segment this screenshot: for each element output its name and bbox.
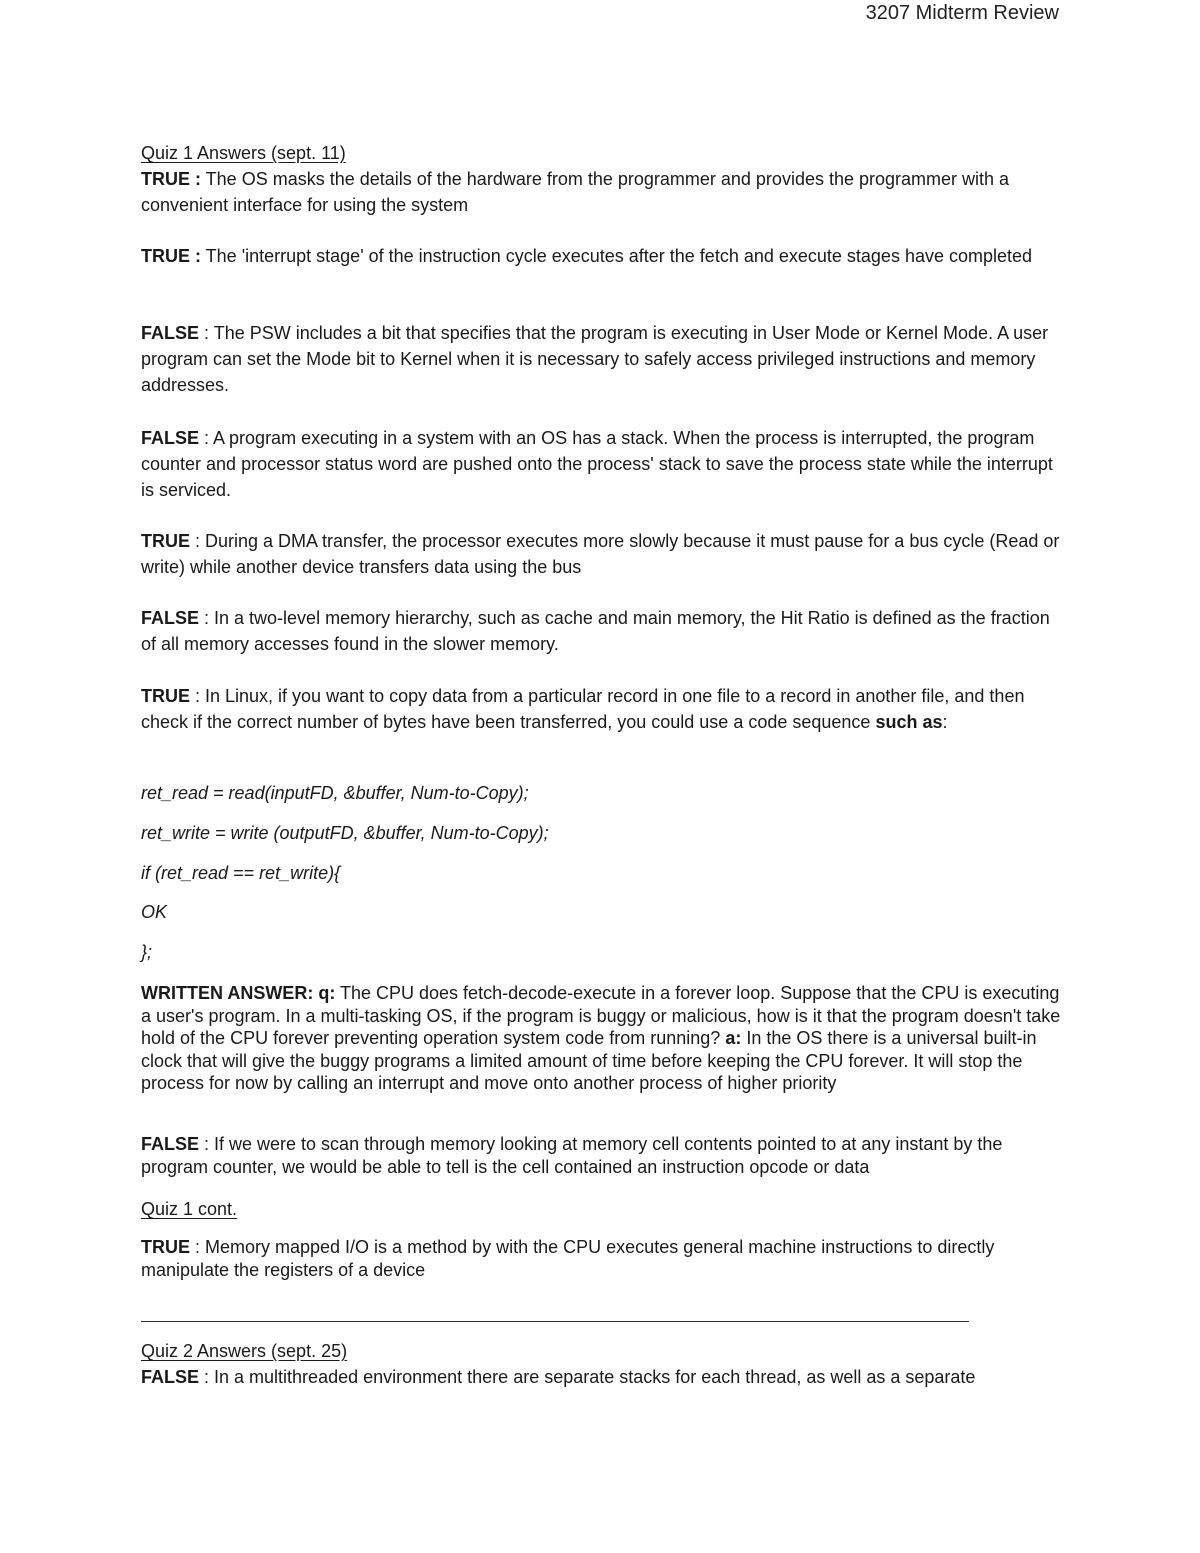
quiz1-cont-heading-block	[141, 1196, 1061, 1222]
item-text: : In Linux, if you want to copy data from a particular record in one file to a record in another file, and then check if the correct number of bytes have been transferred, you could use a code sequence	[141, 686, 1025, 732]
verdict-label: FALSE	[141, 1134, 200, 1154]
page-header-title: 3207 Midterm Review	[865, 2, 1059, 24]
quiz1-section	[141, 140, 1061, 218]
verdict-label: TRUE :	[141, 246, 201, 266]
answer-text: In the OS there is a universal built-in clock that will give the buggy programs a limited amount of time before keeping the CPU forever. It will stop the process for now by calling an interrupt and move onto another process of higher priority	[141, 1028, 1037, 1093]
item-text: : The PSW includes a bit that specifies that the program is executing in User Mode or Kernel Mode. A user program can set the Mode bit to Kernel when it is necessary to safely access privileged instructions and memory addresses.	[141, 323, 1049, 395]
item-text: : In a two-level memory hierarchy, such as cache and main memory, the Hit Ratio is defined as the fraction of all memory accesses found in the slower memory.	[141, 608, 1050, 654]
quiz1-mmio-item	[141, 1236, 1061, 1281]
quiz1-scan-item-block	[141, 1133, 1061, 1178]
item-bold-tail: such as	[875, 712, 943, 732]
quiz1-linux-item	[141, 683, 1061, 735]
verdict-label: FALSE	[141, 608, 200, 628]
code-line-4-block	[141, 899, 1061, 925]
quiz2-item-1	[141, 1364, 1061, 1390]
code-line: };	[141, 942, 153, 962]
quiz1-scan-item	[141, 1133, 1061, 1178]
verdict-label: FALSE	[141, 323, 200, 343]
quiz1-cont-heading: Quiz 1 cont.	[141, 1199, 238, 1219]
question-text: The CPU does fetch-decode-execute in a forever loop. Suppose that the CPU is executing a user's program. In a multi-tasking OS, if the program is buggy or malicious, how is it that the program doesn't take hold of the CPU forever preventing operation system code from running?	[141, 983, 1061, 1048]
item-text: : If we were to scan through memory looking at memory cell contents pointed to at any instant by the program counter, we would be able to tell is the cell contained an instruction opcode or data	[141, 1134, 1003, 1177]
verdict-label: TRUE	[141, 531, 190, 551]
item-text: The 'interrupt stage' of the instruction cycle executes after the fetch and execute stages have completed	[201, 246, 1033, 266]
written-answer-label: WRITTEN ANSWER:	[141, 983, 314, 1003]
quiz1-item-4	[141, 425, 1061, 503]
quiz1-item-6-block	[141, 605, 1061, 657]
quiz1-item-1	[141, 166, 1061, 218]
question-label: q:	[318, 983, 336, 1003]
item-text: : During a DMA transfer, the processor executes more slowly because it must pause for a bus cycle (Read or write) while another device transfers data using the bus	[141, 531, 1060, 577]
code-line: ret_read = read(inputFD, &buffer, Num-to-Copy);	[141, 783, 529, 803]
section-divider	[141, 1321, 969, 1322]
code-line: OK	[141, 902, 168, 922]
quiz1-item-2-block	[141, 243, 1061, 269]
quiz1-item-3	[141, 320, 1061, 398]
quiz1-item-2	[141, 243, 1061, 269]
code-line-1-block	[141, 780, 1061, 806]
quiz1-item-5	[141, 528, 1061, 580]
quiz1-linux-item-block	[141, 683, 1061, 735]
quiz1-mmio-item-block	[141, 1236, 1061, 1281]
quiz2-heading: Quiz 2 Answers (sept. 25)	[141, 1341, 348, 1361]
verdict-label: TRUE	[141, 686, 190, 706]
code-line-5-block	[141, 939, 1061, 965]
verdict-label: FALSE	[141, 428, 200, 448]
code-line: ret_write = write (outputFD, &buffer, Num-to-Copy);	[141, 823, 549, 843]
quiz2-section	[141, 1338, 1061, 1390]
item-text: : In a multithreaded environment there are separate stacks for each thread, as well as a separate	[199, 1367, 976, 1387]
quiz1-item-6	[141, 605, 1061, 657]
item-text: The OS masks the details of the hardware from the programmer and provides the programmer with a convenient interface for using the system	[141, 169, 1010, 215]
written-answer-block	[141, 982, 1061, 1095]
quiz1-item-5-block	[141, 528, 1061, 580]
item-text: : Memory mapped I/O is a method by with the CPU executes general machine instructions to directly manipulate the registers of a device	[141, 1237, 995, 1280]
code-line-3-block	[141, 860, 1061, 886]
quiz1-item-4-block	[141, 425, 1061, 503]
answer-label: a:	[725, 1028, 742, 1048]
item-text: : A program executing in a system with an OS has a stack. When the process is interrupted, the program counter and processor status word are pushed onto the process' stack to save the process state while the interrupt is serviced.	[141, 428, 1053, 500]
written-answer	[141, 982, 1061, 1095]
verdict-label: TRUE	[141, 1237, 190, 1257]
code-line: if (ret_read == ret_write){	[141, 863, 341, 883]
quiz1-item-3-block	[141, 320, 1061, 398]
item-tail: :	[942, 712, 948, 732]
quiz1-heading: Quiz 1 Answers (sept. 11)	[141, 143, 346, 163]
verdict-label: TRUE :	[141, 169, 201, 189]
verdict-label: FALSE	[141, 1367, 200, 1387]
code-line-2-block	[141, 820, 1061, 846]
